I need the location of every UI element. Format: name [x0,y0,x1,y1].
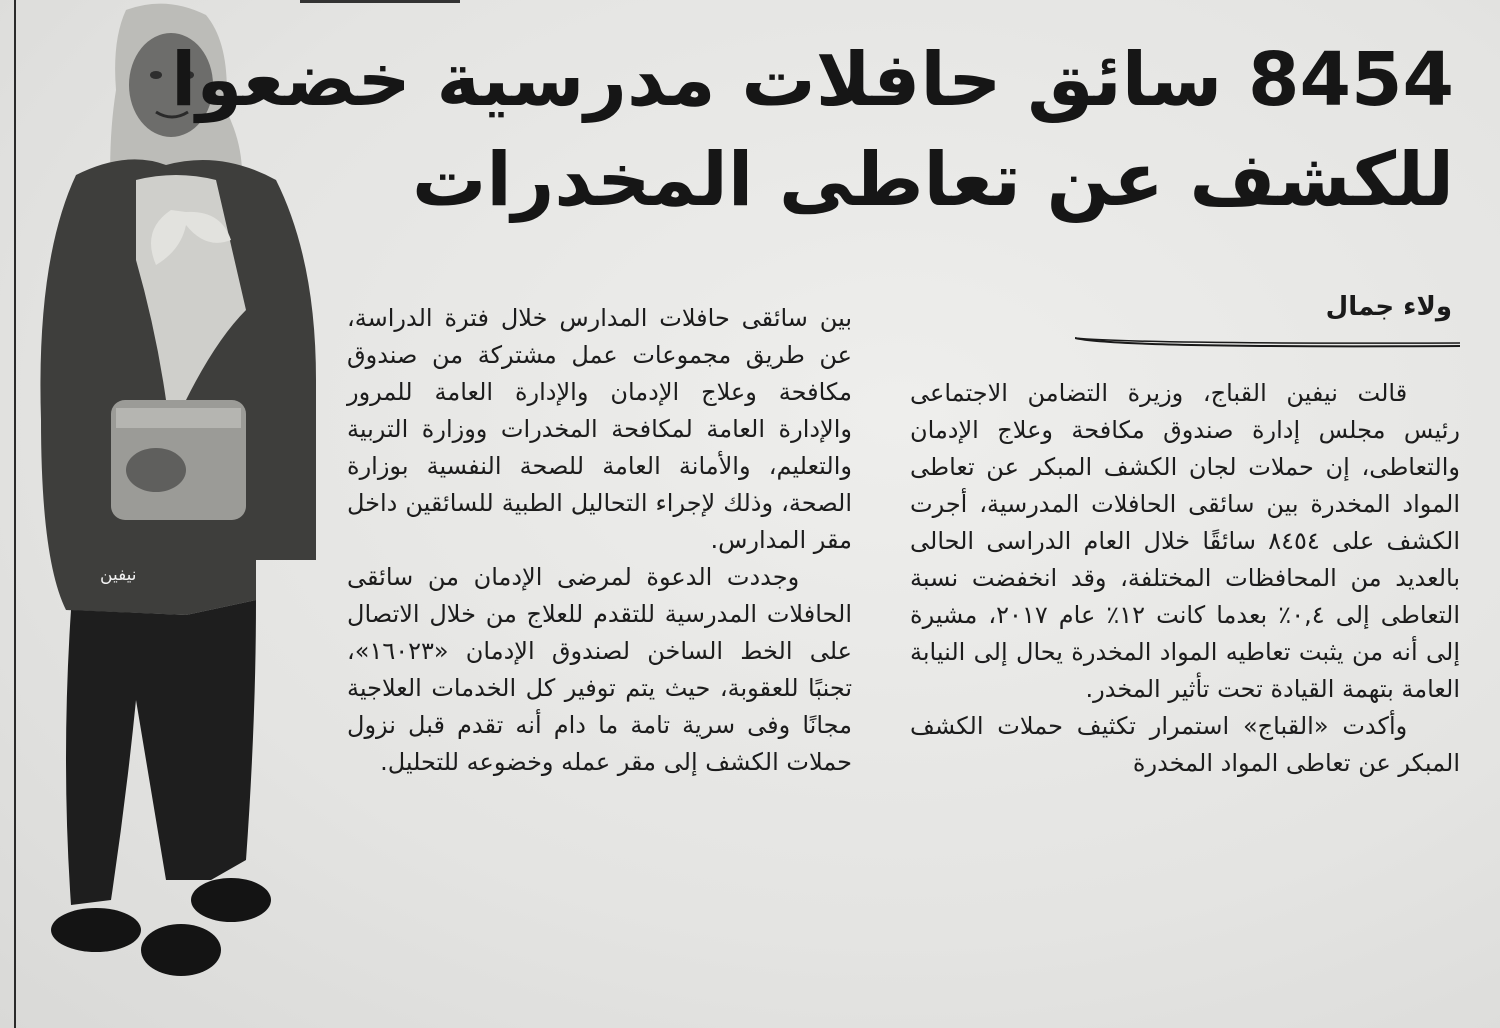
right-column [910,375,1460,782]
headline-line-1: 8454 سائق حافلات مدرسية خضعوا [171,37,1454,123]
right-paragraph-2: وأكدت «القباج» استمرار تكثيف حملات الكشف المبكر عن تعاطى المواد المخدرة [910,712,1460,777]
byline-rule [1075,336,1460,350]
left-paragraph-2: وجددت الدعوة لمرضى الإدمان من سائقى الحافلات المدرسية للتقدم للعلاج من خلال الاتصال على الخط الساخن لصندوق الإدمان «١٦٠٢٣»، تجنبًا للعقوبة، حيث يتم توفير كل الخدمات العلاجية مجانًا وفى سرية تامة ما دام أنه تقدم قبل نزول حملات الكشف إلى مقر عمله وخضوعه للتحليل. [347,563,852,776]
byline: ولاء جمال [1325,292,1452,322]
minister-photo [16,0,316,1000]
left-paragraph-1: بين سائقى حافلات المدارس خلال فترة الدراسة، عن طريق مجموعات عمل مشتركة من صندوق مكافحة وعلاج الإدمان والإدارة العامة للمرور والإدارة العامة لمكافحة المخدرات ووزارة التربية والتعليم، والأمانة العامة للصحة النفسية بوزارة الصحة، وذلك لإجراء التحاليل الطبية للسائقين داخل مقر المدارس. [347,304,852,554]
left-column [347,300,852,781]
headline [171,30,1454,230]
right-paragraph-1: قالت نيفين القباج، وزيرة التضامن الاجتماعى رئيس مجلس إدارة صندوق مكافحة وعلاج الإدمان والتعاطى، إن حملات لجان الكشف المبكر عن تعاطى المواد المخدرة بين سائقى الحافلات المدرسية، أجرت الكشف على ٨٤٥٤ سائقًا خلال العام الدراسى الحالى بالعديد من المحافظات المختلفة، وقد انخفضت نسبة التعاطى إلى ٠,٤٪ بعدما كانت ١٢٪ عام ٢٠١٧، مشيرة إلى أنه من يثبت تعاطيه المواد المخدرة يحال إلى النيابة العامة بتهمة القيادة تحت تأثير المخدر. [910,379,1461,703]
headline-line-2: للكشف عن تعاطى المخدرات [412,137,1454,223]
top-rule [300,0,460,3]
photo-caption: نيفين [100,565,137,585]
